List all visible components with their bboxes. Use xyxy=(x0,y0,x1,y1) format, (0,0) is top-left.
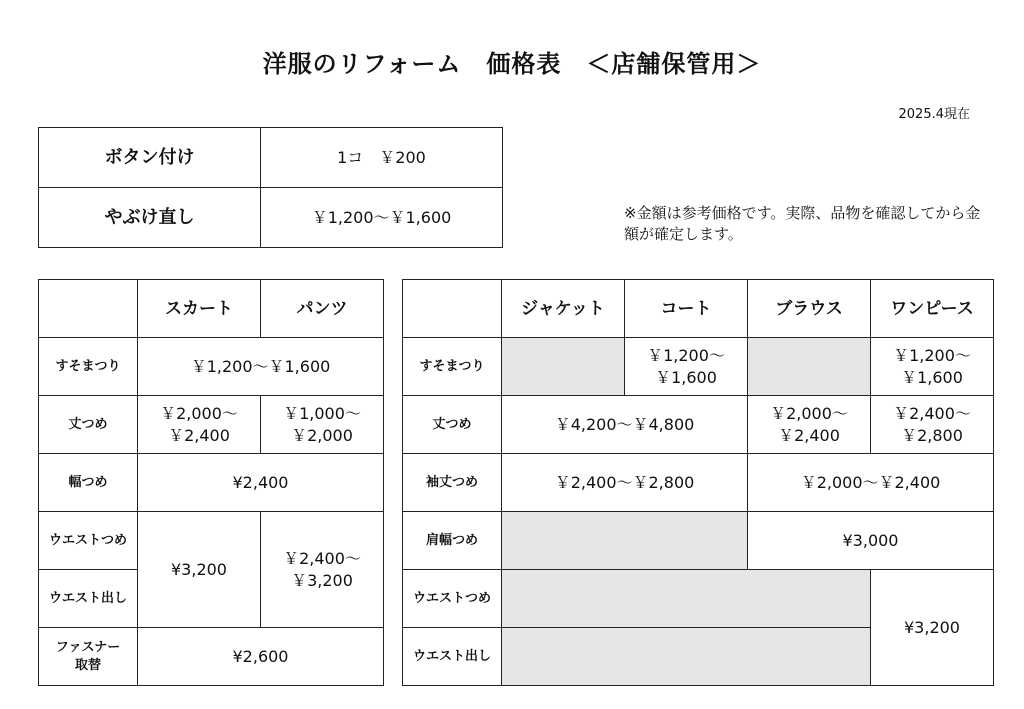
unavailable-cell xyxy=(502,338,625,396)
basic-price-table xyxy=(38,127,503,248)
header-blouse: ブラウス xyxy=(748,280,871,338)
header-empty xyxy=(39,280,138,338)
row-label: 袖丈つめ xyxy=(403,454,502,512)
row-label: ボタン付け xyxy=(39,128,261,188)
price-cell: ￥2,400～￥2,800 xyxy=(502,454,748,512)
row-label: 丈つめ xyxy=(403,396,502,454)
price-cell: ¥3,000 xyxy=(748,512,994,570)
header-skirt: スカート xyxy=(138,280,261,338)
table-row xyxy=(39,338,384,396)
header-empty xyxy=(403,280,502,338)
price-cell: ¥3,200 xyxy=(138,512,261,628)
unavailable-cell xyxy=(502,512,748,570)
header-coat: コート xyxy=(625,280,748,338)
jacket-coat-table xyxy=(402,279,994,686)
price-cell: ¥2,600 xyxy=(138,628,384,686)
table-row xyxy=(39,188,503,248)
page-title: 洋服のリフォーム 価格表 ＜店舗保管用＞ xyxy=(262,50,762,78)
price-cell: ¥2,400 xyxy=(138,454,384,512)
row-label: すそまつり xyxy=(39,338,138,396)
row-label: ウエストつめ xyxy=(39,512,138,570)
header-jacket: ジャケット xyxy=(502,280,625,338)
price-cell: ￥2,000～ ￥2,400 xyxy=(138,396,261,454)
row-label: ウエストつめ xyxy=(403,570,502,628)
table-header-row xyxy=(403,280,994,338)
row-label: やぶけ直し xyxy=(39,188,261,248)
unavailable-cell xyxy=(748,338,871,396)
table-row xyxy=(403,396,994,454)
table-row xyxy=(39,454,384,512)
price-cell: ￥2,000～￥2,400 xyxy=(748,454,994,512)
table-row xyxy=(403,454,994,512)
price-cell: ￥1,000～ ￥2,000 xyxy=(261,396,384,454)
unavailable-cell xyxy=(502,628,871,686)
price-cell: ￥1,200～ ￥1,600 xyxy=(871,338,994,396)
skirt-pants-table xyxy=(38,279,384,686)
price-cell: ￥4,200～￥4,800 xyxy=(502,396,748,454)
row-label: すそまつり xyxy=(403,338,502,396)
row-label: ファスナー 取替 xyxy=(39,628,138,686)
table-row xyxy=(39,512,384,570)
price-cell: ¥3,200 xyxy=(871,570,994,686)
date-label: 2025.4現在 xyxy=(898,107,970,122)
header-pants: パンツ xyxy=(261,280,384,338)
price-note: ※金額は参考価格です。実際、品物を確認してから金額が確定します。 xyxy=(624,204,981,243)
table-row xyxy=(403,338,994,396)
row-label: 肩幅つめ xyxy=(403,512,502,570)
header-onepiece: ワンピース xyxy=(871,280,994,338)
table-header-row xyxy=(39,280,384,338)
unavailable-cell xyxy=(502,570,871,628)
table-row xyxy=(39,396,384,454)
row-label: ウエスト出し xyxy=(403,628,502,686)
row-label: 幅つめ xyxy=(39,454,138,512)
row-label: ウエスト出し xyxy=(39,570,138,628)
table-row xyxy=(403,570,994,628)
price-cell: ￥1,200～￥1,600 xyxy=(138,338,384,396)
table-row xyxy=(39,128,503,188)
row-label: 丈つめ xyxy=(39,396,138,454)
table-row xyxy=(403,512,994,570)
price-cell: ￥1,200～￥1,600 xyxy=(261,188,503,248)
price-cell: 1コ ￥200 xyxy=(261,128,503,188)
price-cell: ￥1,200～ ￥1,600 xyxy=(625,338,748,396)
price-cell: ￥2,400～ ￥3,200 xyxy=(261,512,384,628)
price-cell: ￥2,000～ ￥2,400 xyxy=(748,396,871,454)
table-row xyxy=(39,628,384,686)
price-cell: ￥2,400～ ￥2,800 xyxy=(871,396,994,454)
